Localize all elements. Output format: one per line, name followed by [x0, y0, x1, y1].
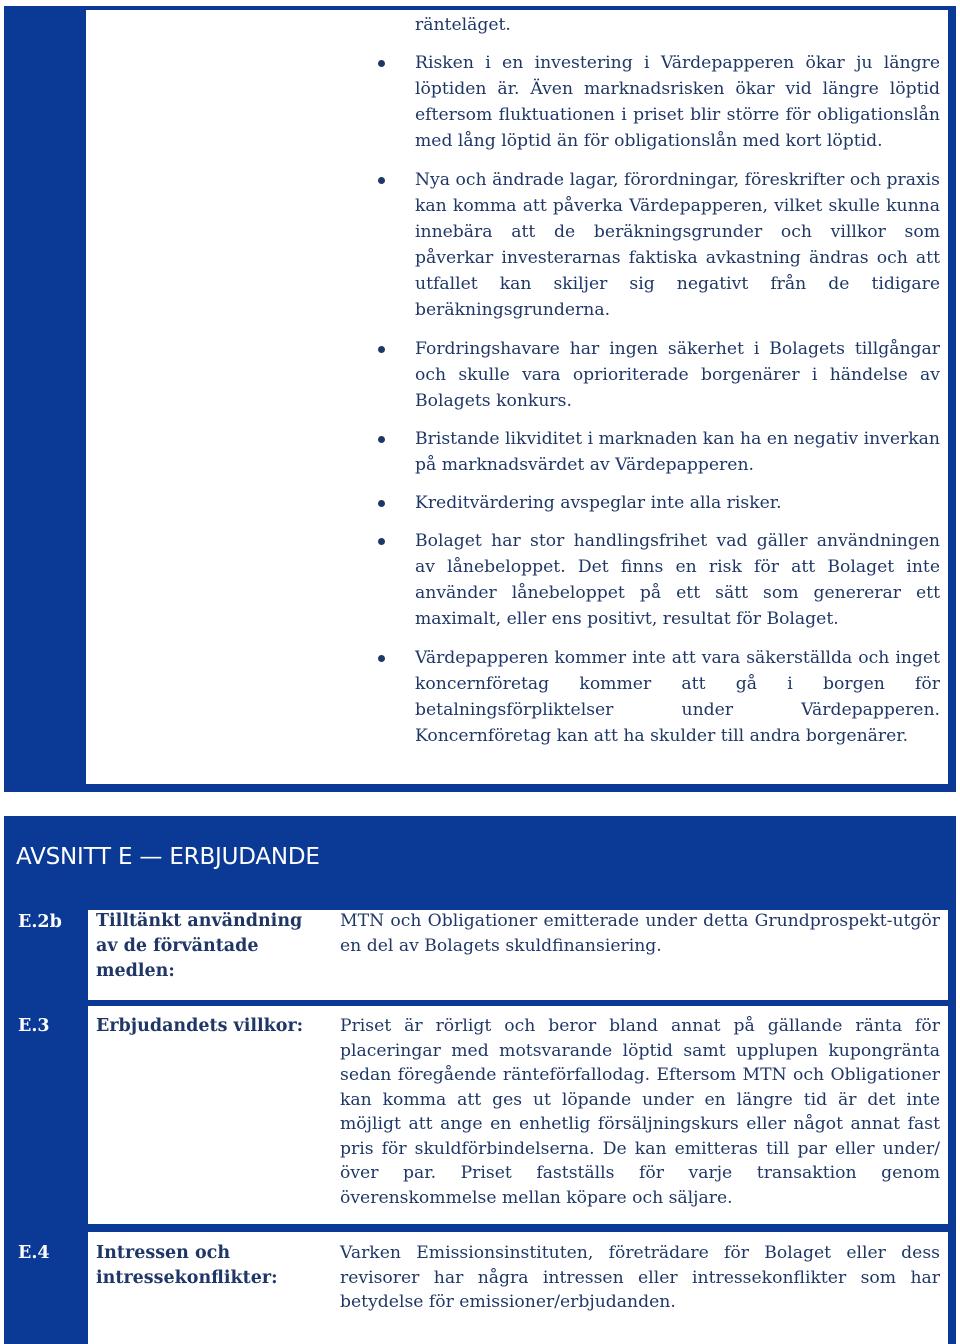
row-code: E.2b — [18, 912, 62, 932]
section-frame-left — [4, 816, 12, 1344]
row-separator — [12, 1224, 948, 1232]
list-item: Risken i en investering i Värdepapperen ökar ju längre löptiden är. Även marknadsrisken ökar vid längre löptid eftersom fluktuationen i priset blir större för obligationslån med lång löptid än för obligationslån med kort löptid. — [378, 50, 940, 154]
list-item: Bristande likviditet i marknaden kan ha en negativ inverkan på marknadsvärdet av Värdepapperen. — [378, 426, 940, 478]
top-column-divider — [82, 10, 86, 784]
section-title: AVSNITT E — ERBJUDANDE — [16, 844, 320, 870]
list-item: Kreditvärdering avspeglar inte alla risker. — [378, 490, 940, 516]
list-item: Bolaget har stor handlingsfrihet vad gäller användningen av lånebeloppet. Det finns en risk för att Bolaget inte använder lånebeloppet på ett sätt som genererar ett maximalt, eller ens positivt, resultat för Bolaget. — [378, 528, 940, 632]
list-item: ränteläget. — [415, 15, 511, 35]
row-code-cell — [12, 1006, 88, 1224]
row-body: Varken Emissionsinstituten, företrädare för Bolaget eller dess revisorer har några intressen eller intressekonflikter som har betydelse för emissioner/erbjudanden. — [340, 1243, 940, 1312]
row-heading: Erbjudandets villkor: — [96, 1016, 304, 1036]
row-code: E.3 — [18, 1016, 50, 1036]
top-frame-bottom-border — [4, 784, 956, 792]
list-item: Värdepapperen kommer inte att vara säkerställda och inget koncernföretag kommer att gå i borgen för betalningsförpliktelser under Värdepapperen. Koncernföretag kan att ha skulder till andra borgenärer. — [378, 645, 940, 749]
list-item: Nya och ändrade lagar, förordningar, föreskrifter och praxis kan komma att påverka Värdepapperen, vilket skulle kunna innebära att de beräkningsgrunder och villkor som påverkar investerarnas faktiska avkastning ändras och att utfallet kan skiljer sig negativt från de tidigare beräkningsgrunderna. — [378, 167, 940, 323]
row-code: E.4 — [18, 1243, 50, 1263]
top-frame-right-border — [948, 6, 956, 792]
section-frame-right — [948, 816, 956, 1344]
risk-bullet-list — [378, 12, 940, 749]
row-body: Priset är rörligt och beror bland annat på gällande ränta för placeringar med motsvarande löptid samt upplupen kupongränta sedan föregående ränteförfallodag. Eftersom MTN och Obligationer kan komma att ges ut löpande under en längre tid är det inte möjligt att ange en enhetlig försäljningskurs eller något annat fast pris för skuldförbindelserna. De kan emitteras till par eller under/över par. Priset fastställs för varje transaktion genom överenskommelse mellan köpare och säljare. — [340, 1016, 940, 1208]
row-body: MTN och Obligationer emitterade under detta Grundprospekt-utgör en del av Bolagets skuldfinansiering. — [340, 911, 940, 956]
top-frame-left-column — [4, 6, 82, 792]
list-item: Fordringshavare har ingen säkerhet i Bolagets tillgångar och skulle vara oprioriterade borgenärer i händelse av Bolagets konkurs. — [378, 336, 940, 414]
row-heading: Tilltänkt användning av de förväntade medlen: — [96, 911, 303, 981]
row-heading: Intressen och intressekonflikter: — [96, 1243, 278, 1288]
